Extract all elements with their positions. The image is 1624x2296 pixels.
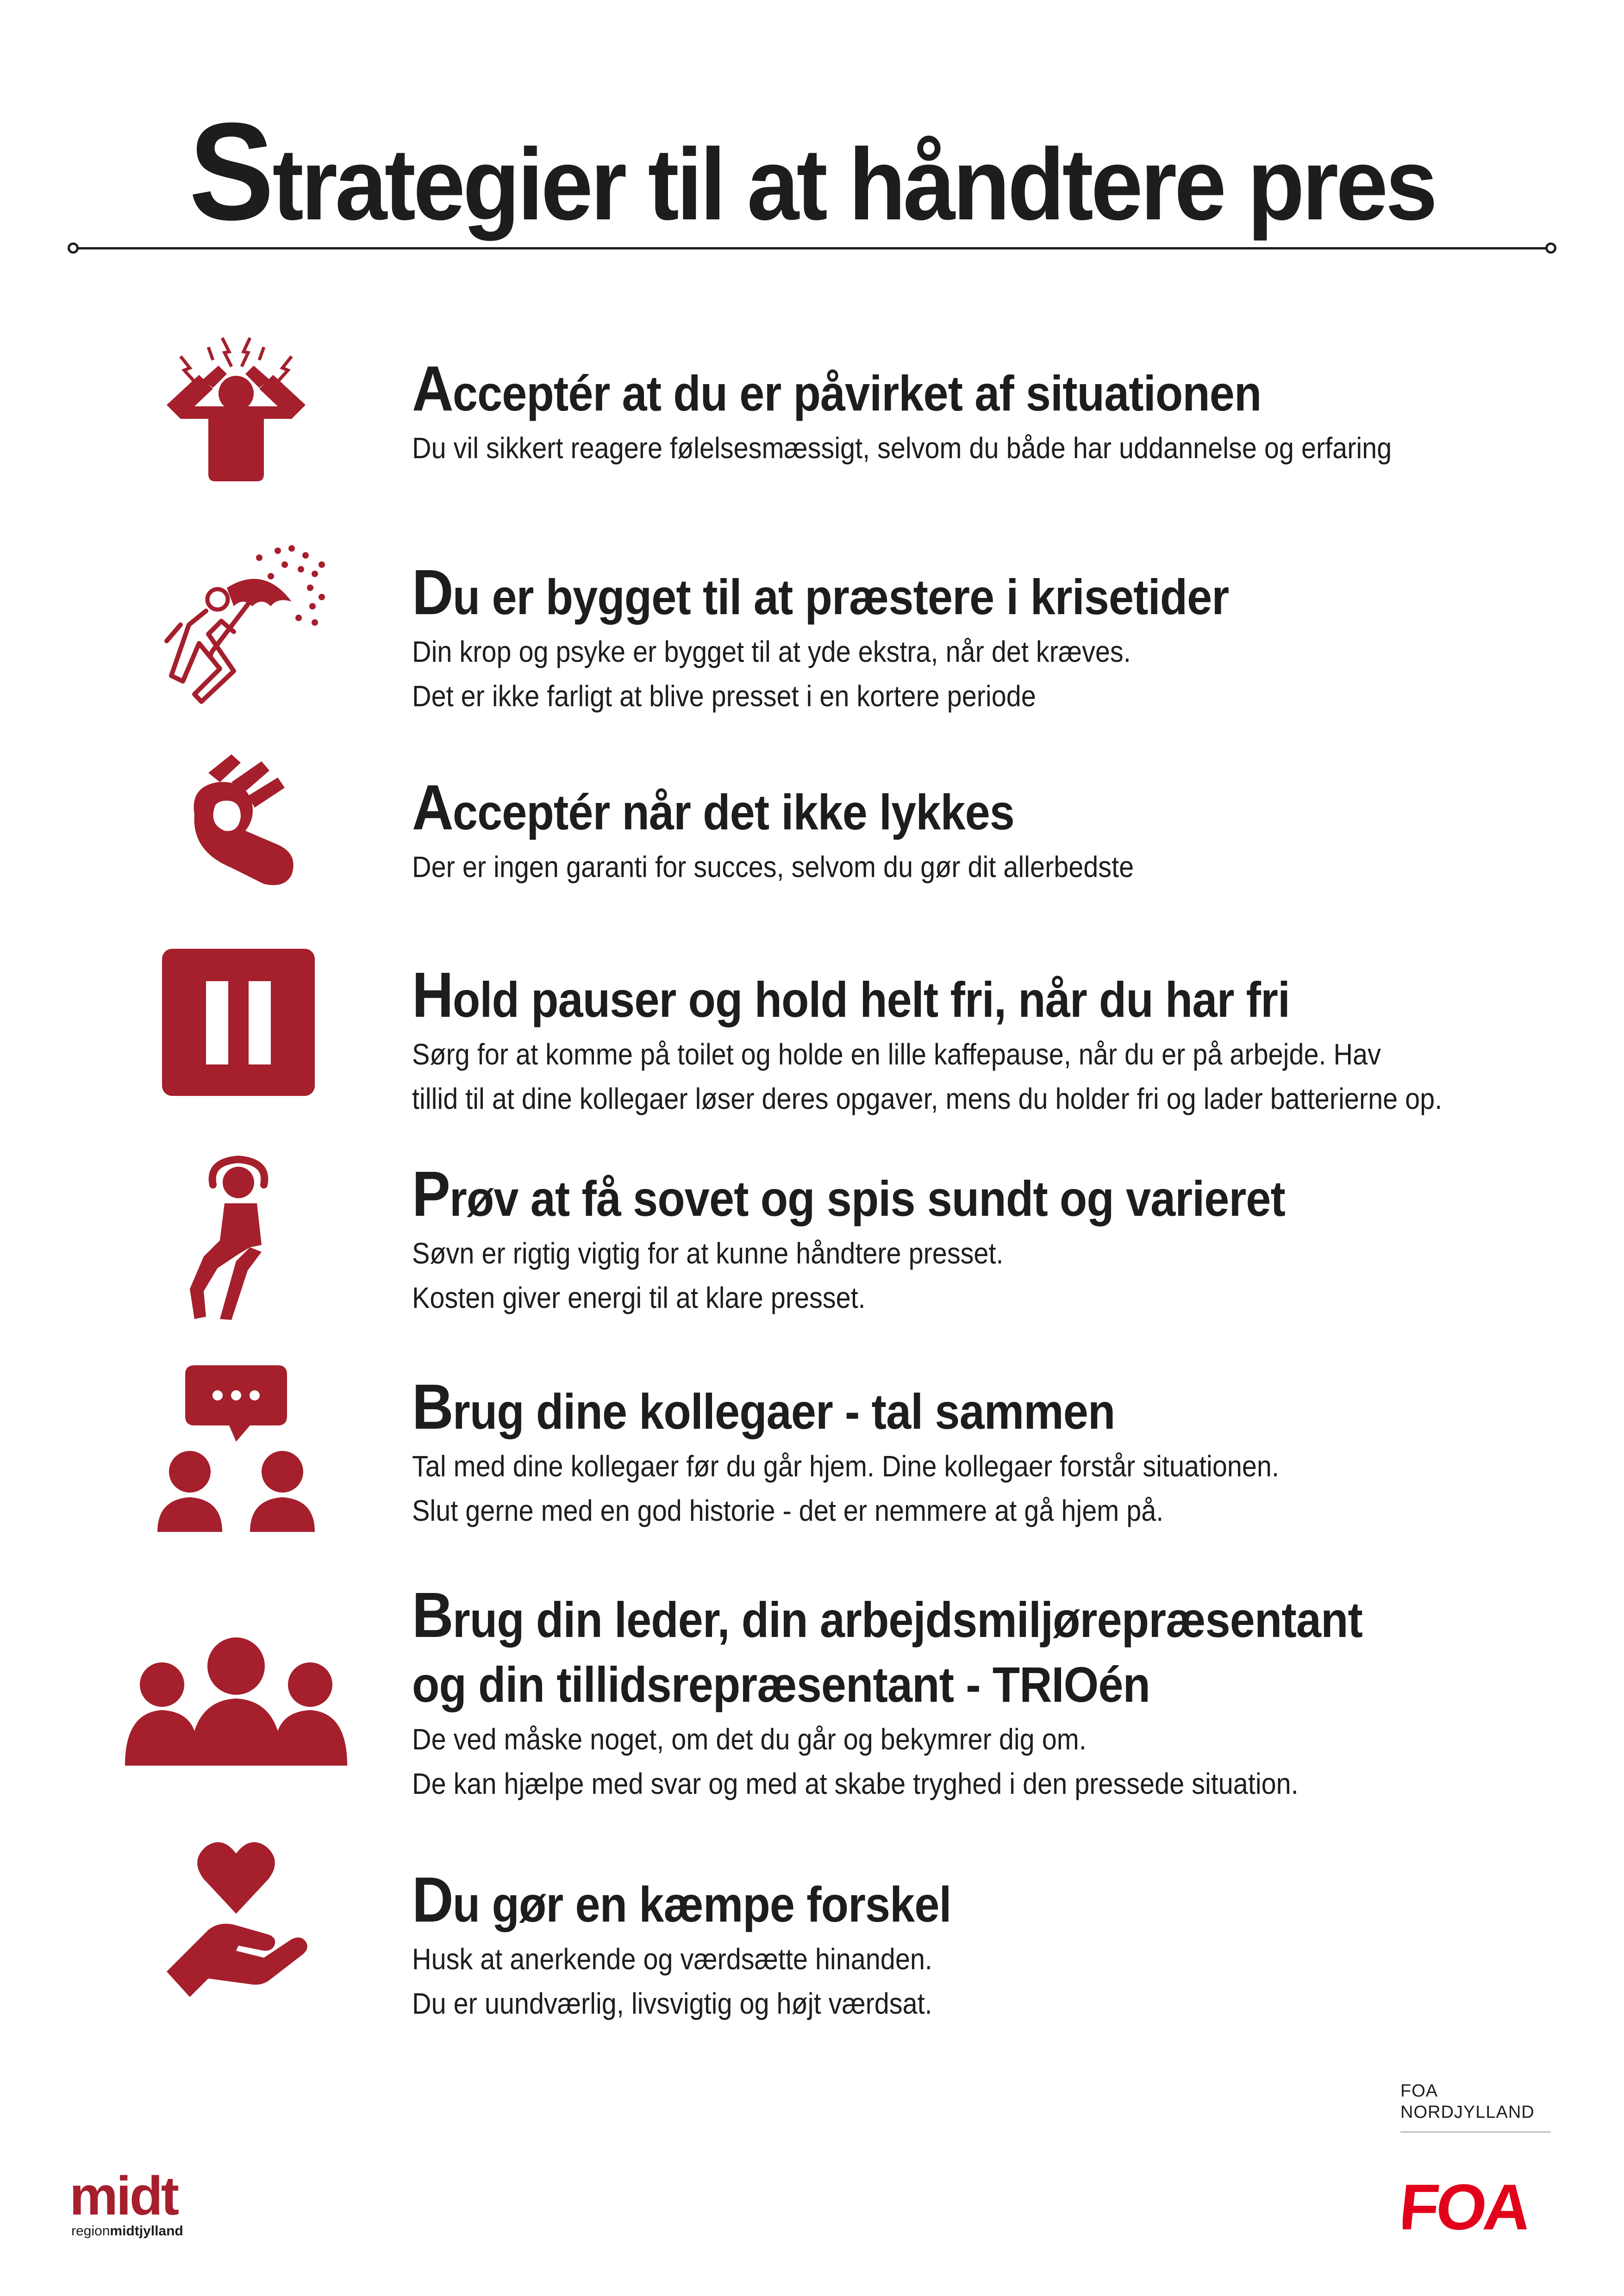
strategy-heading: Brug din leder, din arbejdsmiljørepræsentant [412, 1580, 1363, 1651]
strategy-heading: Hold pauser og hold helt fri, når du har fri [412, 959, 1290, 1031]
title-text: trategier til at håndtere pres [272, 127, 1435, 241]
page-title [65, 93, 1559, 249]
strategy-text [412, 1371, 1523, 1533]
divider-end-right [1545, 243, 1556, 254]
strategy-text [412, 772, 1523, 889]
strategy-heading: Du er bygget til at præstere i krisetider [412, 557, 1229, 628]
strategy-heading: Prøv at få sovet og spis sundt og varieret [412, 1158, 1286, 1230]
strategy-heading: Acceptér at du er påvirket af situationen [412, 353, 1262, 424]
strategy-line: Det er ikke farligt at blive presset i en kortere periode [412, 679, 1036, 713]
foa-logo [1403, 2178, 1560, 2238]
strategy-line: Sørg for at komme på toilet og holde en lille kaffepause, når du er på arbejde. Hav [412, 1038, 1381, 1071]
title-initial: S [189, 93, 273, 249]
strategy-text [412, 1864, 1523, 2026]
strategy-heading: Acceptér når det ikke lykkes [412, 772, 1014, 843]
strategy-line: De ved måske noget, om det du går og bekymrer dig om. [412, 1723, 1087, 1756]
divider-end-left [68, 243, 79, 254]
midt-subtitle: regionmidtjylland [71, 2223, 183, 2239]
strategy-line: Du vil sikkert reagere følelsesmæssigt, selvom du både har uddannelse og erfaring [412, 431, 1392, 465]
strategy-line: Tal med dine kollegaer før du går hjem. Dine kollegaer forstår situationen. [412, 1450, 1279, 1483]
stressed-person-icon [139, 324, 333, 491]
heart-in-hand-icon [139, 1833, 333, 2004]
strategy-text [412, 353, 1523, 470]
org-divider [1400, 2131, 1551, 2133]
two-people-talking-icon [139, 1361, 333, 1537]
strategy-line: Der er ingen garanti for succes, selvom du gør dit allerbedste [412, 850, 1134, 884]
pause-icon [139, 944, 333, 1097]
strategy-line: Kosten giver energi til at klare presset. [412, 1281, 866, 1314]
ok-hand-icon [139, 750, 333, 898]
strategy-text [412, 557, 1523, 718]
region-midtjylland-logo [69, 2165, 222, 2240]
midt-wordmark: midt [69, 2165, 178, 2227]
strategy-text [412, 959, 1523, 1121]
strategy-heading: Brug dine kollegaer - tal sammen [412, 1371, 1115, 1443]
strategy-text [412, 1580, 1523, 1806]
strategy-heading-cont: og din tillidsrepræsentant - TRIOén [412, 1656, 1150, 1712]
title-divider [74, 247, 1550, 249]
strategy-line: Husk at anerkende og værdsætte hinanden. [412, 1942, 932, 1976]
strategy-line: Din krop og psyke er bygget til at yde ekstra, når det kræves. [412, 635, 1131, 668]
strategy-line: Du er uundværlig, livsvigtig og højt værdsat. [412, 1987, 932, 2020]
strategy-line: tillid til at dine kollegaer løser deres opgaver, mens du holder fri og lader batterierne op. [412, 1082, 1443, 1115]
strategy-line: Søvn er rigtig vigtig for at kunne håndtere presset. [412, 1237, 1004, 1270]
group-of-three-icon [125, 1634, 347, 1768]
relaxing-person-icon [139, 1152, 333, 1324]
strategy-text [412, 1158, 1523, 1320]
person-umbrella-storm-icon [139, 537, 333, 727]
strategy-line: Slut gerne med en god historie - det er nemmere at gå hjem på. [412, 1494, 1164, 1527]
strategy-line: De kan hjælpe med svar og med at skabe tryghed i den pressede situation. [412, 1767, 1299, 1800]
strategy-heading: Du gør en kæmpe forskel [412, 1864, 951, 1935]
foa-wordmark: FOA [1403, 2178, 1532, 2238]
org-label: FOA NORDJYLLAND [1400, 2081, 1535, 2122]
